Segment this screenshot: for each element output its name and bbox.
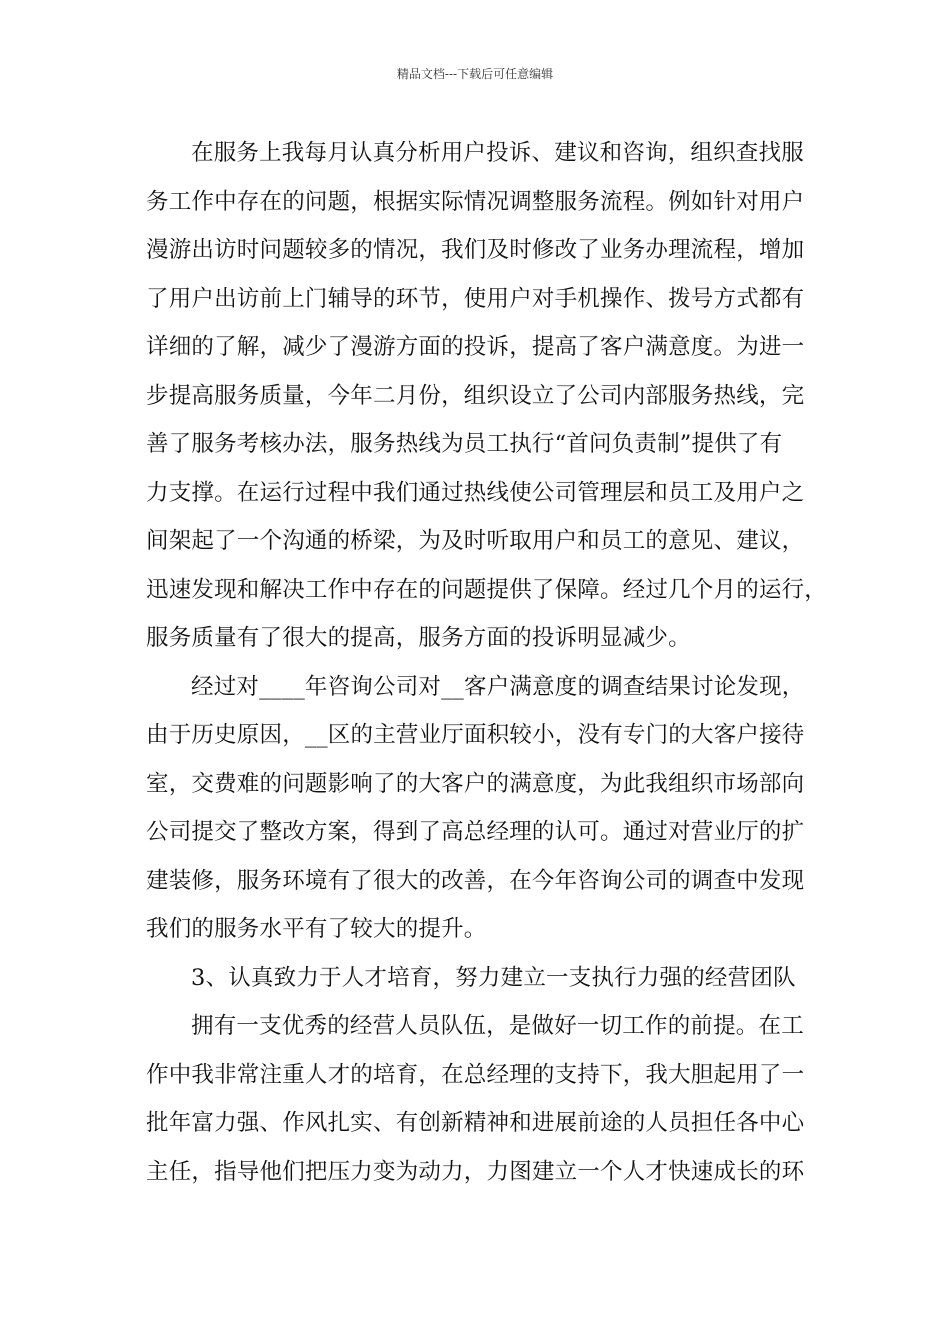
paragraph-line: 务工作中存在的问题，根据实际情况调整服务流程。例如针对用户	[146, 188, 805, 215]
paragraph-line: 间架起了一个沟通的桥梁，为及时听取用户和员工的意见、建议，	[146, 528, 805, 554]
paragraph-line: 我们的服务水平有了较大的提升。	[146, 916, 487, 942]
paragraph-line: 在服务上我每月认真分析用户投诉、建议和咨询，组织查找服	[191, 140, 804, 166]
paragraph-line: 详细的了解，减少了漫游方面的投诉，提高了客户满意度。为进一	[146, 334, 805, 360]
paragraph-line: 漫游出访时问题较多的情况，我们及时修改了业务办理流程，增加	[146, 237, 805, 263]
paragraph-line: 建装修，服务环境有了很大的改善，在今年咨询公司的调查中发现	[146, 867, 805, 894]
paragraph-line: 了用户出访前上门辅导的环节，使用户对手机操作、拨号方式都有	[146, 285, 805, 312]
paragraph-line: 力支撑。在运行过程中我们通过热线使公司管理层和员工及用户之	[146, 479, 805, 506]
paragraph-line: 室，交费难的问题影响了的大客户的满意度，为此我组织市场部向	[146, 770, 805, 797]
page-header: 精品文档---下载后可任意编辑	[396, 67, 554, 81]
paragraph-line: 经过对____年咨询公司对__客户满意度的调查结果讨论发现，	[191, 673, 805, 700]
section-heading: 3、认真致力于人才培育，努力建立一支执行力强的经营团队	[191, 964, 796, 991]
paragraph-line: 拥有一支优秀的经营人员队伍，是做好一切工作的前提。在工	[191, 1013, 804, 1039]
paragraph-line: 服务质量有了很大的提高，服务方面的投诉明显减少。	[146, 625, 691, 651]
paragraph-line: 作中我非常注重人才的培育，在总经理的支持下，我大胆起用了一	[146, 1061, 805, 1088]
paragraph-line: 迅速发现和解决工作中存在的问题提供了保障。经过几个月的运行，	[146, 576, 828, 603]
paragraph-line: 公司提交了整改方案，得到了高总经理的认可。通过对营业厅的扩	[146, 819, 805, 845]
paragraph-line: 由于历史原因，__区的主营业厅面积较小，没有专门的大客户接待	[146, 722, 805, 748]
paragraph-line: 步提高服务质量，今年二月份，组织设立了公司内部服务热线，完	[146, 382, 805, 409]
paragraph-line: 善了服务考核办法，服务热线为员工执行“首问负责制”提供了有	[146, 431, 783, 457]
paragraph-line: 主任，指导他们把压力变为动力，力图建立一个人才快速成长的环	[146, 1158, 805, 1185]
document-body	[146, 129, 826, 1196]
paragraph-line: 批年富力强、作风扎实、有创新精神和进展前途的人员担任各中心	[146, 1110, 805, 1136]
